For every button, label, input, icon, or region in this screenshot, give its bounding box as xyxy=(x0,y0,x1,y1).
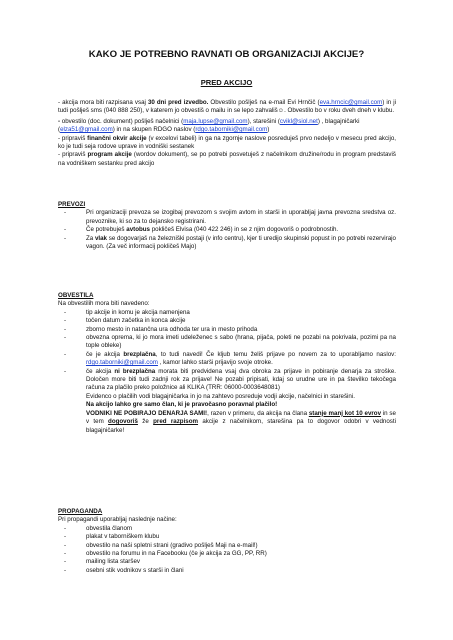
list-item xyxy=(58,533,396,541)
list-item xyxy=(58,558,396,566)
propaganda-list xyxy=(58,525,396,575)
email-link-rdgo[interactable]: rdgo.taborniki@gmail.com xyxy=(86,359,158,367)
text: ) in na skupen RDGO naslov ( xyxy=(112,126,196,134)
paragraph-vodniki-denar xyxy=(58,410,396,435)
text: tip akcije in komu je akcija namenjena xyxy=(86,308,190,316)
dash: - xyxy=(64,317,67,325)
list-item xyxy=(58,235,396,252)
bold-text: finančni okvir akcije xyxy=(87,134,147,142)
paragraph-financni-okvir xyxy=(58,135,396,152)
text: se dogovarjaš na železniški postaji (v info centru), kjer ti uredijo skupinski popust in po potrebi rezervirajo vagon. (Za več informacij pokličeš Majo) xyxy=(86,234,396,251)
bold-text: brezplačna xyxy=(123,350,156,358)
bold-text: VODNIKI NE POBIRAJO DENARJA SAMI! xyxy=(86,409,208,417)
text: ) , blagajničarki ( xyxy=(58,117,360,134)
text: pokličeš Elvisa (040 422 246) in se z njim dogovoriš o podrobnostih. xyxy=(149,226,339,234)
bold-underline-text: dogovoriš xyxy=(108,418,138,426)
text: točen datum začetka in konca akcije xyxy=(86,317,186,325)
document-title: KAKO JE POTREBNO RAVNATI OB ORGANIZACIJI AKCIJE? xyxy=(88,49,365,60)
text: osebni stik vodnikov s starši in člani xyxy=(86,566,184,574)
text: Za xyxy=(86,234,95,242)
text: že xyxy=(137,418,154,426)
section-heading-propaganda: PROPAGANDA xyxy=(58,508,103,515)
text: (v excelovi tabeli) in ga na zgornje naslove posreduješ prvo nedeljo v mesecu pred akcijo, ko je tudi seja rodove uprave in vodniški sestanek xyxy=(58,134,396,151)
text: Obvestilo pošlješ na e-mail Evi Hrnčič ( xyxy=(208,99,320,106)
text: (wordov dokument), se po potrebi posvetuješ z načelnikom družine/rodu in program predstaviš na vodniškem sestanku pred akcijo xyxy=(58,151,396,167)
text: , kamor lahko starši prijavijo svoje otroke. xyxy=(157,359,273,367)
paragraph-pravocasno-placilo: Na akcijo lahko gre samo član, ki je pravočasno poravnal plačilo! xyxy=(86,401,278,409)
paragraph-evidenca: Evidenco o plačilih vodi blagajničarka in jo na zahtevo posreduje vodji akcije, načelnici in starešini. xyxy=(86,392,355,400)
dash: - xyxy=(64,325,67,333)
text: ), starešini ( xyxy=(247,117,280,125)
pred-akcijo-section xyxy=(58,99,396,168)
text: morata biti predvidena vsaj dva obroka za prijave in pobiranje denarja za stroške. Določen more biti tudi zadnji rok za prijave! Ne pozabi pripisati, kdaj so urudne ure in pa številko tekočega računa za plačilo preko položnice ali KLIKA (TRR: 06000-0003648081) xyxy=(86,367,396,392)
email-link-maja[interactable]: maja.lupse@gmail.com xyxy=(183,117,248,125)
text: če akcija xyxy=(86,367,115,375)
email-link-elza[interactable]: elza51@gmail.com xyxy=(60,126,113,134)
dash: - xyxy=(64,367,67,375)
obvestila-list xyxy=(58,309,396,393)
dash: - xyxy=(64,524,67,532)
dash: - xyxy=(64,558,67,566)
text: - pripraviš xyxy=(58,151,88,159)
text: če je akcija xyxy=(86,350,124,358)
bullet: - xyxy=(58,117,62,125)
list-item xyxy=(58,309,396,317)
dash: - xyxy=(64,226,67,234)
text: obvestilo na naši spletni strani (gradivo pošlješ Maji na e-mail!) xyxy=(86,541,258,549)
email-link-eva[interactable]: eva.hrncic@gmail.com xyxy=(319,99,383,106)
obvestila-intro: Na obvestilih mora biti navedeno: xyxy=(58,300,150,308)
list-item xyxy=(58,209,396,226)
text: obvestilo na forumu in na Facebooku (če je akcija za GG, PP, RR) xyxy=(86,550,267,558)
bold-text: 30 dni pred izvedbo. xyxy=(147,99,209,106)
paragraph-obvestilo xyxy=(58,118,396,135)
list-item xyxy=(58,567,396,575)
text: ) xyxy=(267,126,270,134)
text: obvestilo (doc. dokument) pošlješ načelnici ( xyxy=(61,117,184,125)
text: obvestila članom xyxy=(86,524,133,532)
list-item xyxy=(58,317,396,325)
bold-underline-text: pred razpisom xyxy=(153,418,199,426)
list-item xyxy=(58,326,396,334)
dash: - xyxy=(64,209,67,217)
section-heading-obvestila: OBVESTILA xyxy=(58,292,94,299)
list-item xyxy=(58,334,396,351)
text: obvezna oprema, ki jo mora imeti udeleženec s sabo (hrana, pijača, poleti ne pozabi na pokrivala, pozimi pa na tople obleke) xyxy=(86,334,396,350)
text: akcije z načelnikom, starešina pa to dogovor odobri v vednosti blagajničarke! xyxy=(86,418,396,434)
dash: - xyxy=(64,550,67,558)
list-item xyxy=(58,542,396,550)
dash: - xyxy=(64,541,67,549)
dash: - xyxy=(64,334,67,342)
text: mailing lista staršev xyxy=(86,558,140,566)
prevozi-list xyxy=(58,209,396,251)
text: zborno mesto in natančna ura odhoda ter ura in mesto prihoda xyxy=(86,325,258,333)
list-item xyxy=(58,351,396,368)
obvestila-section xyxy=(58,292,396,435)
text: ) in ji tudi pošlješ sms (040 888 250), v katerem jo obvestiš o mailu in se lepo zahvališ☺. Obvestilo bo v roku dveh dneh v klubu. xyxy=(58,99,396,115)
text: in se v tem xyxy=(86,409,396,426)
dash: - xyxy=(64,350,67,358)
propaganda-section xyxy=(58,508,396,575)
list-item xyxy=(58,550,396,558)
text: plakat v taborniškem klubu xyxy=(86,533,160,541)
bold-text: ni brezplačna xyxy=(114,367,156,375)
text: Pri organizaciji prevoza se izogibaj prevozom s svojim avtom in starši in uporabljaj javna prevozna sredstva oz. prevoznike, ki so za to dejansko registrirani. xyxy=(86,209,396,225)
bold-underline-text: stanje manj kot 10 evrov xyxy=(308,409,382,417)
text: , to tudi navedi! Če kljub temu želiš prijave po novem za to uporabljamo naslov: xyxy=(155,350,396,358)
bold-text: avtobus xyxy=(126,226,150,234)
paragraph-program xyxy=(58,151,396,168)
text: - akcija mora biti razpisana vsaj xyxy=(58,99,148,106)
section-heading-pred-akcijo: PRED AKCIJO xyxy=(200,78,253,87)
dash: - xyxy=(64,234,67,242)
dash: - xyxy=(64,533,67,541)
bold-text: vlak xyxy=(94,234,107,242)
email-link-cvikl[interactable]: cvikl@siol.net xyxy=(279,117,318,125)
section-heading-prevozi: PREVOZI xyxy=(58,201,86,208)
paragraph-razpis xyxy=(58,99,396,116)
text: , razen v primeru, da akcija na člana xyxy=(207,409,309,417)
list-item xyxy=(58,226,396,234)
text: - pripraviš xyxy=(58,134,88,142)
dash: - xyxy=(64,566,67,574)
dash: - xyxy=(64,308,67,316)
propaganda-intro: Pri propagandi uporabljaj naslednje načine: xyxy=(58,516,177,524)
email-link-rdgo[interactable]: rdgo.taborniki@gmail.com xyxy=(195,126,268,134)
list-item xyxy=(58,525,396,533)
bold-text: program akcije xyxy=(87,151,132,159)
prevozi-section xyxy=(58,201,396,251)
text: Če potrebuješ xyxy=(86,226,127,234)
list-item xyxy=(58,368,396,393)
